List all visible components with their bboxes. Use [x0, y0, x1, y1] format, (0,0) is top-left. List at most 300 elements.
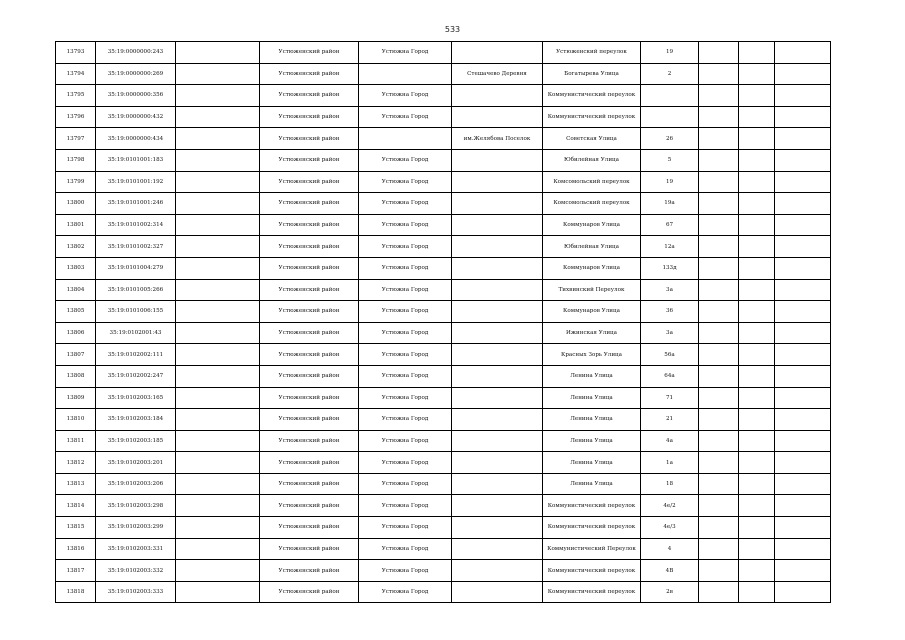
- row-number-cell: 13816: [56, 538, 96, 560]
- city-cell: Устюжна Город: [359, 301, 452, 323]
- table-row: [56, 409, 831, 431]
- empty-cell: [739, 452, 775, 474]
- house-number-cell: 19а: [641, 193, 699, 215]
- cadastral-number-cell: 35:19:0101002:314: [96, 214, 176, 236]
- empty-cell: [775, 149, 831, 171]
- empty-cell: [775, 538, 831, 560]
- empty-cell: [775, 257, 831, 279]
- row-number-cell: 13802: [56, 236, 96, 258]
- house-number-cell: 5: [641, 149, 699, 171]
- locality-cell: [452, 171, 543, 193]
- house-number-cell: 19: [641, 171, 699, 193]
- table-row: [56, 495, 831, 517]
- empty-cell: [176, 560, 260, 582]
- locality-cell: Стешачево Деревня: [452, 63, 543, 85]
- empty-cell: [739, 581, 775, 603]
- city-cell: Устюжна Город: [359, 42, 452, 64]
- empty-cell: [775, 85, 831, 107]
- house-number-cell: 4а: [641, 430, 699, 452]
- street-cell: Юбилейная Улица: [543, 236, 641, 258]
- empty-cell: [699, 42, 739, 64]
- street-cell: Коммунистический переулок: [543, 560, 641, 582]
- empty-cell: [739, 257, 775, 279]
- city-cell: [359, 63, 452, 85]
- district-cell: Устюженский район: [260, 365, 359, 387]
- row-number-cell: 13799: [56, 171, 96, 193]
- street-cell: Коммунистический Переулок: [543, 538, 641, 560]
- empty-cell: [176, 322, 260, 344]
- empty-cell: [176, 344, 260, 366]
- house-number-cell: 26: [641, 128, 699, 150]
- empty-cell: [739, 193, 775, 215]
- house-number-cell: 64а: [641, 365, 699, 387]
- house-number-cell: 4В: [641, 560, 699, 582]
- empty-cell: [176, 430, 260, 452]
- table-row: [56, 581, 831, 603]
- empty-cell: [699, 473, 739, 495]
- empty-cell: [739, 149, 775, 171]
- empty-cell: [775, 387, 831, 409]
- empty-cell: [176, 495, 260, 517]
- house-number-cell: 71: [641, 387, 699, 409]
- cadastral-number-cell: 35:19:0102003:331: [96, 538, 176, 560]
- district-cell: Устюженский район: [260, 495, 359, 517]
- table-row: [56, 344, 831, 366]
- locality-cell: [452, 257, 543, 279]
- street-cell: Тихвинский Переулок: [543, 279, 641, 301]
- cadastral-number-cell: 35:19:0101004:279: [96, 257, 176, 279]
- cadastral-number-cell: 35:19:0000000:269: [96, 63, 176, 85]
- city-cell: Устюжна Город: [359, 106, 452, 128]
- district-cell: Устюженский район: [260, 301, 359, 323]
- city-cell: Устюжна Город: [359, 581, 452, 603]
- house-number-cell: 4е/2: [641, 495, 699, 517]
- city-cell: Устюжна Город: [359, 279, 452, 301]
- district-cell: Устюженский район: [260, 517, 359, 539]
- locality-cell: [452, 344, 543, 366]
- cadastral-number-cell: 35:19:0102003:333: [96, 581, 176, 603]
- house-number-cell: 3а: [641, 322, 699, 344]
- empty-cell: [699, 301, 739, 323]
- table-row: [56, 257, 831, 279]
- city-cell: Устюжна Город: [359, 560, 452, 582]
- row-number-cell: 13808: [56, 365, 96, 387]
- empty-cell: [176, 365, 260, 387]
- row-number-cell: 13810: [56, 409, 96, 431]
- cadastral-number-cell: 35:19:0102002:111: [96, 344, 176, 366]
- locality-cell: [452, 322, 543, 344]
- empty-cell: [739, 387, 775, 409]
- street-cell: Ленина Улица: [543, 409, 641, 431]
- city-cell: Устюжна Город: [359, 473, 452, 495]
- table-row: [56, 42, 831, 64]
- locality-cell: [452, 581, 543, 603]
- empty-cell: [176, 452, 260, 474]
- house-number-cell: 21: [641, 409, 699, 431]
- empty-cell: [775, 365, 831, 387]
- empty-cell: [739, 301, 775, 323]
- empty-cell: [699, 365, 739, 387]
- empty-cell: [775, 517, 831, 539]
- empty-cell: [699, 63, 739, 85]
- table-row: [56, 149, 831, 171]
- street-cell: Ленина Улица: [543, 387, 641, 409]
- cadastral-number-cell: 35:19:0102003:185: [96, 430, 176, 452]
- table-row: [56, 365, 831, 387]
- row-number-cell: 13817: [56, 560, 96, 582]
- city-cell: Устюжна Город: [359, 257, 452, 279]
- empty-cell: [699, 560, 739, 582]
- district-cell: Устюженский район: [260, 171, 359, 193]
- street-cell: Коммунистический переулок: [543, 517, 641, 539]
- street-cell: Коммунаров Улица: [543, 257, 641, 279]
- street-cell: Коммунаров Улица: [543, 301, 641, 323]
- house-number-cell: 133д: [641, 257, 699, 279]
- empty-cell: [775, 279, 831, 301]
- empty-cell: [699, 257, 739, 279]
- cadastral-number-cell: 35:19:0102003:298: [96, 495, 176, 517]
- table-row: [56, 387, 831, 409]
- cadastral-number-cell: 35:19:0102003:165: [96, 387, 176, 409]
- district-cell: Устюженский район: [260, 387, 359, 409]
- empty-cell: [699, 149, 739, 171]
- locality-cell: [452, 517, 543, 539]
- district-cell: Устюженский район: [260, 106, 359, 128]
- empty-cell: [775, 322, 831, 344]
- locality-cell: [452, 236, 543, 258]
- city-cell: Устюжна Город: [359, 365, 452, 387]
- locality-cell: [452, 42, 543, 64]
- empty-cell: [775, 236, 831, 258]
- row-number-cell: 13800: [56, 193, 96, 215]
- cadastral-number-cell: 35:19:0000000:432: [96, 106, 176, 128]
- city-cell: Устюжна Город: [359, 452, 452, 474]
- locality-cell: [452, 452, 543, 474]
- city-cell: Устюжна Город: [359, 409, 452, 431]
- cadastral-number-cell: 35:19:0000000:356: [96, 85, 176, 107]
- row-number-cell: 13818: [56, 581, 96, 603]
- empty-cell: [176, 301, 260, 323]
- row-number-cell: 13804: [56, 279, 96, 301]
- empty-cell: [176, 387, 260, 409]
- district-cell: Устюженский район: [260, 473, 359, 495]
- empty-cell: [699, 128, 739, 150]
- empty-cell: [739, 106, 775, 128]
- house-number-cell: 4: [641, 538, 699, 560]
- empty-cell: [739, 279, 775, 301]
- table-row: [56, 128, 831, 150]
- table-row: [56, 517, 831, 539]
- empty-cell: [699, 322, 739, 344]
- locality-cell: [452, 301, 543, 323]
- empty-cell: [699, 581, 739, 603]
- empty-cell: [739, 236, 775, 258]
- district-cell: Устюженский район: [260, 149, 359, 171]
- street-cell: Коммунистический переулок: [543, 85, 641, 107]
- empty-cell: [176, 517, 260, 539]
- table-row: [56, 106, 831, 128]
- row-number-cell: 13796: [56, 106, 96, 128]
- address-registry-table: [55, 41, 831, 603]
- table-row: [56, 171, 831, 193]
- house-number-cell: 36: [641, 301, 699, 323]
- empty-cell: [176, 581, 260, 603]
- empty-cell: [775, 560, 831, 582]
- row-number-cell: 13812: [56, 452, 96, 474]
- empty-cell: [176, 106, 260, 128]
- street-cell: Богатырева Улица: [543, 63, 641, 85]
- district-cell: Устюженский район: [260, 63, 359, 85]
- cadastral-number-cell: 35:19:0101002:327: [96, 236, 176, 258]
- row-number-cell: 13809: [56, 387, 96, 409]
- house-number-cell: 19: [641, 42, 699, 64]
- empty-cell: [739, 365, 775, 387]
- empty-cell: [739, 322, 775, 344]
- city-cell: Устюжна Город: [359, 322, 452, 344]
- empty-cell: [176, 409, 260, 431]
- district-cell: Устюженский район: [260, 581, 359, 603]
- empty-cell: [699, 106, 739, 128]
- district-cell: Устюженский район: [260, 409, 359, 431]
- empty-cell: [699, 409, 739, 431]
- locality-cell: [452, 279, 543, 301]
- empty-cell: [775, 409, 831, 431]
- city-cell: Устюжна Город: [359, 430, 452, 452]
- empty-cell: [775, 193, 831, 215]
- district-cell: Устюженский район: [260, 279, 359, 301]
- empty-cell: [739, 430, 775, 452]
- empty-cell: [739, 517, 775, 539]
- locality-cell: [452, 409, 543, 431]
- empty-cell: [775, 301, 831, 323]
- district-cell: Устюженский район: [260, 193, 359, 215]
- cadastral-number-cell: 35:19:0101001:246: [96, 193, 176, 215]
- street-cell: Ленина Улица: [543, 365, 641, 387]
- cadastral-number-cell: 35:19:0000000:434: [96, 128, 176, 150]
- row-number-cell: 13806: [56, 322, 96, 344]
- city-cell: Устюжна Город: [359, 85, 452, 107]
- house-number-cell: 18: [641, 473, 699, 495]
- district-cell: Устюженский район: [260, 322, 359, 344]
- empty-cell: [775, 63, 831, 85]
- empty-cell: [699, 452, 739, 474]
- row-number-cell: 13801: [56, 214, 96, 236]
- cadastral-number-cell: 35:19:0101001:183: [96, 149, 176, 171]
- empty-cell: [176, 257, 260, 279]
- table-row: [56, 322, 831, 344]
- table-row: [56, 538, 831, 560]
- street-cell: Ижинская Улица: [543, 322, 641, 344]
- empty-cell: [699, 171, 739, 193]
- street-cell: Устюженский переулок: [543, 42, 641, 64]
- empty-cell: [699, 495, 739, 517]
- street-cell: Ленина Улица: [543, 430, 641, 452]
- cadastral-number-cell: 35:19:0101001:192: [96, 171, 176, 193]
- street-cell: Коммунистический переулок: [543, 495, 641, 517]
- empty-cell: [176, 63, 260, 85]
- street-cell: Юбилейная Улица: [543, 149, 641, 171]
- empty-cell: [739, 560, 775, 582]
- empty-cell: [699, 236, 739, 258]
- table-row: [56, 236, 831, 258]
- city-cell: [359, 128, 452, 150]
- street-cell: Коммунаров Улица: [543, 214, 641, 236]
- city-cell: Устюжна Город: [359, 214, 452, 236]
- street-cell: Ленина Улица: [543, 452, 641, 474]
- city-cell: Устюжна Город: [359, 171, 452, 193]
- empty-cell: [775, 128, 831, 150]
- row-number-cell: 13815: [56, 517, 96, 539]
- cadastral-number-cell: 35:19:0102003:299: [96, 517, 176, 539]
- cadastral-number-cell: 35:19:0102002:247: [96, 365, 176, 387]
- row-number-cell: 13793: [56, 42, 96, 64]
- table-row: [56, 85, 831, 107]
- row-number-cell: 13807: [56, 344, 96, 366]
- locality-cell: [452, 85, 543, 107]
- empty-cell: [739, 171, 775, 193]
- page-number: 533: [444, 25, 461, 34]
- street-cell: Ленина Улица: [543, 473, 641, 495]
- empty-cell: [775, 171, 831, 193]
- district-cell: Устюженский район: [260, 430, 359, 452]
- locality-cell: [452, 538, 543, 560]
- empty-cell: [739, 128, 775, 150]
- empty-cell: [176, 193, 260, 215]
- city-cell: Устюжна Город: [359, 517, 452, 539]
- empty-cell: [176, 473, 260, 495]
- street-cell: Комсомольский переулок: [543, 171, 641, 193]
- cadastral-number-cell: 35:19:0102003:206: [96, 473, 176, 495]
- street-cell: Комсомольский переулок: [543, 193, 641, 215]
- empty-cell: [176, 171, 260, 193]
- empty-cell: [739, 495, 775, 517]
- district-cell: Устюженский район: [260, 344, 359, 366]
- row-number-cell: 13803: [56, 257, 96, 279]
- empty-cell: [775, 344, 831, 366]
- table-row: [56, 452, 831, 474]
- empty-cell: [775, 452, 831, 474]
- house-number-cell: 1а: [641, 452, 699, 474]
- empty-cell: [699, 85, 739, 107]
- cadastral-number-cell: 35:19:0101005:266: [96, 279, 176, 301]
- empty-cell: [739, 409, 775, 431]
- city-cell: Устюжна Город: [359, 538, 452, 560]
- empty-cell: [176, 236, 260, 258]
- locality-cell: [452, 149, 543, 171]
- house-number-cell: [641, 106, 699, 128]
- cadastral-number-cell: 35:19:0000000:243: [96, 42, 176, 64]
- locality-cell: [452, 193, 543, 215]
- cadastral-number-cell: 35:19:0102001:43: [96, 322, 176, 344]
- district-cell: Устюженский район: [260, 214, 359, 236]
- street-cell: Советская Улица: [543, 128, 641, 150]
- district-cell: Устюженский район: [260, 257, 359, 279]
- table-row: [56, 473, 831, 495]
- empty-cell: [775, 581, 831, 603]
- empty-cell: [775, 214, 831, 236]
- district-cell: Устюженский район: [260, 236, 359, 258]
- empty-cell: [176, 42, 260, 64]
- empty-cell: [176, 128, 260, 150]
- empty-cell: [699, 214, 739, 236]
- city-cell: Устюжна Город: [359, 193, 452, 215]
- house-number-cell: 67: [641, 214, 699, 236]
- city-cell: Устюжна Город: [359, 149, 452, 171]
- empty-cell: [739, 63, 775, 85]
- empty-cell: [699, 387, 739, 409]
- row-number-cell: 13795: [56, 85, 96, 107]
- house-number-cell: 4е/3: [641, 517, 699, 539]
- empty-cell: [775, 430, 831, 452]
- empty-cell: [699, 193, 739, 215]
- house-number-cell: 12а: [641, 236, 699, 258]
- empty-cell: [739, 214, 775, 236]
- locality-cell: [452, 365, 543, 387]
- city-cell: Устюжна Город: [359, 344, 452, 366]
- empty-cell: [176, 85, 260, 107]
- house-number-cell: 56а: [641, 344, 699, 366]
- table-row: [56, 560, 831, 582]
- cadastral-number-cell: 35:19:0102003:201: [96, 452, 176, 474]
- row-number-cell: 13794: [56, 63, 96, 85]
- locality-cell: [452, 495, 543, 517]
- empty-cell: [739, 344, 775, 366]
- row-number-cell: 13805: [56, 301, 96, 323]
- district-cell: Устюженский район: [260, 538, 359, 560]
- empty-cell: [739, 42, 775, 64]
- street-cell: Красных Зорь Улица: [543, 344, 641, 366]
- district-cell: Устюженский район: [260, 85, 359, 107]
- table-row: [56, 63, 831, 85]
- locality-cell: [452, 106, 543, 128]
- district-cell: Устюженский район: [260, 452, 359, 474]
- street-cell: Коммунистический переулок: [543, 581, 641, 603]
- house-number-cell: 2: [641, 63, 699, 85]
- locality-cell: [452, 560, 543, 582]
- house-number-cell: 2в: [641, 581, 699, 603]
- row-number-cell: 13797: [56, 128, 96, 150]
- empty-cell: [176, 149, 260, 171]
- row-number-cell: 13813: [56, 473, 96, 495]
- empty-cell: [739, 473, 775, 495]
- table-row: [56, 301, 831, 323]
- locality-cell: [452, 387, 543, 409]
- table-row: [56, 279, 831, 301]
- empty-cell: [775, 473, 831, 495]
- empty-cell: [739, 538, 775, 560]
- locality-cell: [452, 473, 543, 495]
- row-number-cell: 13811: [56, 430, 96, 452]
- empty-cell: [775, 495, 831, 517]
- empty-cell: [176, 279, 260, 301]
- house-number-cell: [641, 85, 699, 107]
- empty-cell: [176, 214, 260, 236]
- cadastral-number-cell: 35:19:0102003:332: [96, 560, 176, 582]
- empty-cell: [739, 85, 775, 107]
- empty-cell: [775, 42, 831, 64]
- cadastral-number-cell: 35:19:0101006:155: [96, 301, 176, 323]
- locality-cell: [452, 430, 543, 452]
- house-number-cell: 3а: [641, 279, 699, 301]
- empty-cell: [699, 344, 739, 366]
- locality-cell: им.Желябова Поселок: [452, 128, 543, 150]
- district-cell: Устюженский район: [260, 42, 359, 64]
- empty-cell: [699, 279, 739, 301]
- locality-cell: [452, 214, 543, 236]
- empty-cell: [699, 430, 739, 452]
- table-row: [56, 430, 831, 452]
- empty-cell: [699, 517, 739, 539]
